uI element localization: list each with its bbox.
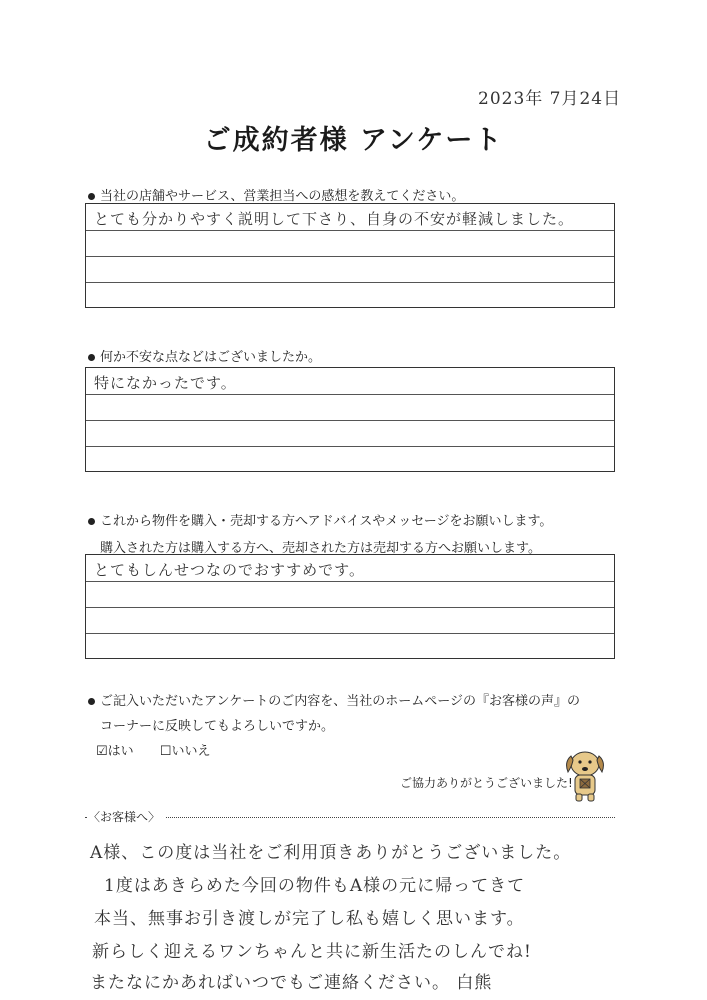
letter-line: 新らしく迎えるワンちゃんと共に新生活たのしんでね! (92, 942, 532, 962)
ruled-line (86, 420, 614, 421)
ruled-line (86, 581, 614, 582)
bullet-icon (88, 698, 95, 705)
letter-line: またなにかあればいつでもご連絡ください。 白熊 (90, 973, 493, 993)
ruled-line (86, 446, 614, 447)
ruled-line (86, 230, 614, 231)
question-4-text: ご記入いただいたアンケートのご内容を、当社のホームページの『お客様の声』の (100, 694, 580, 709)
question-1 (88, 185, 464, 204)
question-3-text: これから物件を購入・売却する方へアドバイスやメッセージをお願いします。 (100, 514, 553, 529)
bullet-icon (88, 193, 95, 200)
question-1-text: 当社の店舗やサービス、営業担当への感想を教えてください。 (100, 189, 465, 204)
page-title: ご成約者様 アンケート (203, 125, 504, 156)
answer-box-3 (85, 554, 615, 659)
letter-line: 1度はあきらめた今回の物件もA様の元に帰ってきて (104, 876, 526, 896)
thanks-message: ご協力ありがとうございました! (400, 776, 573, 790)
to-customer-label: 〈お客様へ〉 (88, 808, 166, 825)
answer-3-text: とてもしんせつなのでおすすめです。 (94, 561, 365, 579)
answer-1-text: とても分かりやすく説明して下さり、自身の不安が軽減しました。 (94, 210, 575, 228)
ruled-line (86, 282, 614, 283)
letter-line: A様、この度は当社をご利用頂きありがとうございました。 (90, 843, 572, 863)
letter-line: 本当、無事お引き渡しが完了し私も嬉しく思います。 (94, 909, 525, 929)
bullet-icon (88, 518, 95, 525)
answer-box-1 (85, 203, 615, 308)
ruled-line (86, 256, 614, 257)
ruled-line (86, 607, 614, 608)
consent-options (96, 740, 232, 759)
answer-box-2 (85, 367, 615, 472)
option-no-checkbox[interactable]: ☐いいえ (159, 744, 211, 759)
answer-2-text: 特になかったです。 (94, 374, 237, 392)
ruled-line (86, 394, 614, 395)
question-4 (88, 690, 580, 709)
option-yes-checkbox[interactable]: ☑はい (96, 744, 134, 759)
question-3 (88, 510, 552, 529)
ruled-line (86, 633, 614, 634)
date: 2023年 7月24日 (478, 89, 622, 109)
question-4-subline: コーナーに反映してもよろしいですか。 (100, 719, 335, 734)
question-3-subline: 購入された方は購入する方へ、売却された方は売却する方へお願いします。 (100, 541, 541, 556)
question-2-text: 何か不安な点などはございましたか。 (100, 350, 322, 365)
question-2 (88, 346, 321, 365)
bullet-icon (88, 354, 95, 361)
dog-mascot-icon (560, 744, 610, 802)
